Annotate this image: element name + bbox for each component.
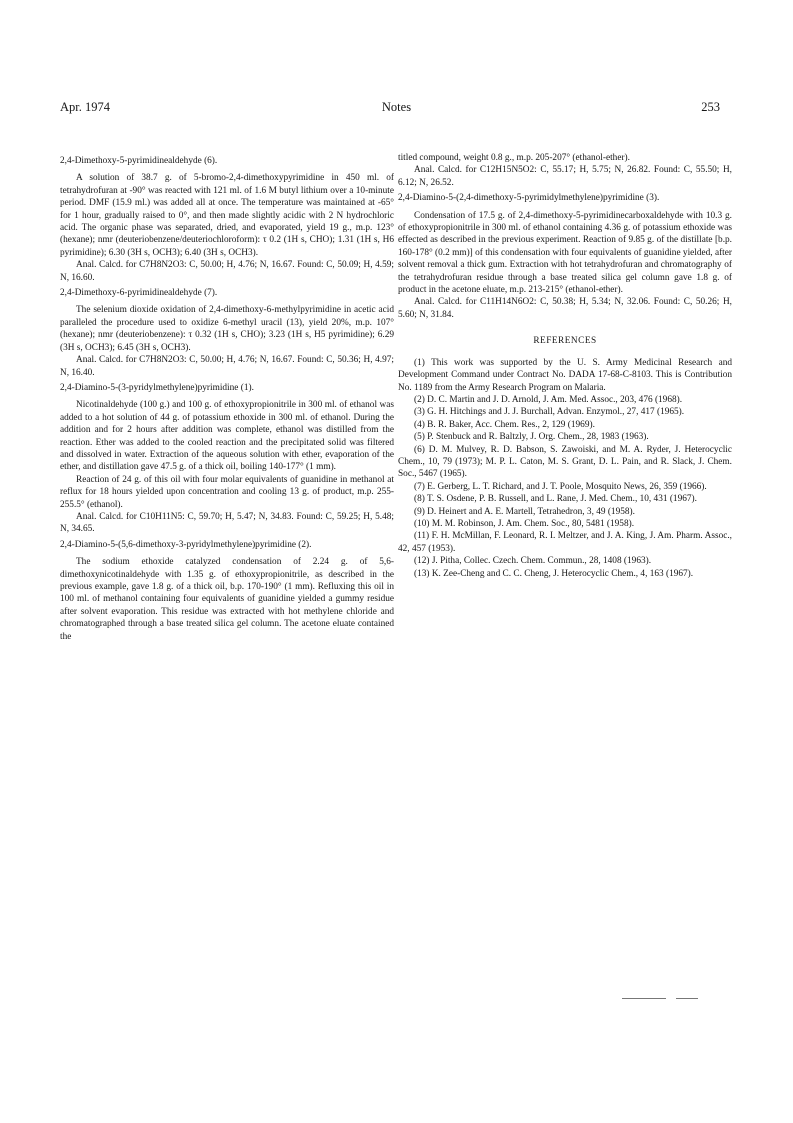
reference-item: (8) T. S. Osdene, P. B. Russell, and L. Rane, J. Med. Chem., 10, 431 (1967). [414, 494, 697, 505]
reference-item: (1) This work was supported by the U. S. Army Medicinal Research and Development Command under Contract No. DADA 17-68-C-8103. This is Contribution No. 1189 from the Army Research Program on Malaria. [398, 357, 732, 393]
paragraph: The selenium dioxide oxidation of 2,4-dimethoxy-6-methylpyrimidine in acetic acid paralleled the procedure used to oxidize 6-methyl uracil (13), yield 20%, m.p. 107° (hexane); nmr (deuteriobenzene): τ 0.32 (1H s, CHO); 3.23 (1H s, H5 pyrimidine); 6.29 (3H s, OCH3); 6.45 (3H s, OCH3). [60, 305, 394, 353]
reference-item: (9) D. Heinert and A. E. Martell, Tetrahedron, 3, 49 (1958). [414, 506, 635, 517]
left-column [60, 152, 394, 643]
paragraph: A solution of 38.7 g. of 5-bromo-2,4-dimethoxypyrimidine in 450 ml. of tetrahydrofuran at -90° was reacted with 121 ml. of 1.6 M butyl lithium over a 10-minute period. DMF (15.9 ml.) was added all at once. The temperature was maintained at -65° for 1 hour, gradually raised to 0°, and then made slightly acidic with 2 N hydrochloric acid. The organic phase was separated, dried, and evaporated, yield 19 g., m.p. 123° (hexane); nmr (deuteriobenzene/deuteriochloroform): τ 0.2 (1H s, CHO); 1.31 (1H s, H6 pyrimidine); 6.30 (3H s, OCH3); 6.40 (3H s, OCH3). [60, 173, 394, 258]
analysis-paragraph: Anal. Calcd. for C11H14N6O2: C, 50.38; H, 5.34; N, 32.06. Found: C, 50.26; H, 5.60; N, 31.84. [398, 297, 732, 320]
references-heading: REFERENCES [533, 336, 597, 347]
paragraph: The sodium ethoxide catalyzed condensation of 2.24 g. of 5,6-dimethoxynicotinaldehyde with 1.35 g. of ethoxypropionitrile, as described in the previous example, gave 1.8 g. of a thick oil, b.p. 170-190° (1 mm). Refluxing this oil in 100 ml. of methanol containing four equivalents of guanidine yielded a gummy residue after solvent evaporation. This residue was extracted with hot methylene chloride and chromatographed through a base treated silica gel column. The acetone eluate contained the [60, 557, 394, 642]
reference-item: (2) D. C. Martin and J. D. Arnold, J. Am. Med. Assoc., 203, 476 (1968). [414, 394, 683, 405]
page-number: 253 [701, 100, 720, 114]
section-heading: 2,4-Diamino-5-(3-pyridylmethylene)pyrimidine (1). [60, 382, 254, 393]
reference-item: (6) D. M. Mulvey, R. D. Babson, S. Zawoiski, and M. A. Ryder, J. Heterocyclic Chem., 10, 79 (1973); M. P. L. Caton, M. S. Grant, D. L. Pain, and R. Slack, J. Chem. Soc., 5467 (1965). [398, 444, 732, 480]
section-heading: 2,4-Diamino-5-(2,4-dimethoxy-5-pyrimidylmethylene)pyrimidine (3). [398, 193, 660, 204]
reference-item: (10) M. M. Robinson, J. Am. Chem. Soc., 80, 5481 (1958). [414, 518, 635, 529]
paragraph: Nicotinaldehyde (100 g.) and 100 g. of ethoxypropionitrile in 300 ml. of ethanol was added to a hot solution of 44 g. of potassium ethoxide in 300 ml. of ethanol. During the addition and for 2 hours after addition was complete, ethanol was distilled from the reaction. Ether was added to the cooled reaction and the precipitated solid was filtered and dissolved in water. Extraction of the aqueous solution with ether, evaporation of the ether, and distillation gave 47.5 g. of a thick oil, boiling 140-177° (1 mm). [60, 400, 394, 473]
reference-item: (3) G. H. Hitchings and J. J. Burchall, Advan. Enzymol., 27, 417 (1965). [414, 407, 685, 418]
reference-item: (4) B. R. Baker, Acc. Chem. Res., 2, 129 (1969). [414, 419, 595, 430]
footer-rule-short [676, 998, 698, 999]
reference-item: (11) F. H. McMillan, F. Leonard, R. I. Meltzer, and J. A. King, J. Am. Pharm. Assoc., 42, 457 (1953). [398, 531, 732, 554]
analysis-paragraph: Anal. Calcd. for C12H15N5O2: C, 55.17; H, 5.75; N, 26.82. Found: C, 55.50; H, 6.12; N, 26.52. [398, 165, 732, 188]
header-date: Apr. 1974 [60, 100, 110, 114]
section-heading: 2,4-Dimethoxy-6-pyrimidinealdehyde (7). [60, 288, 218, 299]
analysis-paragraph: Anal. Calcd. for C7H8N2O3: C, 50.00; H, 4.76; N, 16.67. Found: C, 50.09; H, 4.59; N, 16.60. [60, 260, 394, 283]
right-column [398, 152, 732, 580]
reference-item: (12) J. Pitha, Collec. Czech. Chem. Commun., 28, 1408 (1963). [414, 556, 652, 567]
references-list [398, 357, 732, 580]
analysis-paragraph: Anal. Calcd. for C10H11N5: C, 59.70; H, 5.47; N, 34.83. Found: C, 59.25; H, 5.48; N, 34.65. [60, 511, 394, 535]
paragraph: Reaction of 24 g. of this oil with four molar equivalents of guanidine in methanol at reflux for 18 hours yielded upon concentration and cooling 13 g. of product, m.p. 255-255.5° (ethanol). [60, 474, 394, 510]
section-heading: 2,4-Diamino-5-(5,6-dimethoxy-3-pyridylmethylene)pyrimidine (2). [60, 539, 312, 550]
reference-item: (5) P. Stenbuck and R. Baltzly, J. Org. Chem., 28, 1983 (1963). [414, 432, 649, 443]
analysis-paragraph: Anal. Calcd. for C7H8N2O3: C, 50.00; H, 4.76; N, 16.67. Found: C, 50.36; H, 4.97; N, 16.40. [60, 355, 394, 378]
reference-item: (13) K. Zee-Cheng and C. C. Cheng, J. Heterocyclic Chem., 4, 163 (1967). [414, 568, 694, 579]
header-section: Notes [381, 100, 412, 114]
paragraph: Condensation of 17.5 g. of 2,4-dimethoxy-5-pyrimidinecarboxaldehyde with 10.3 g. of ethoxypropionitrile in 300 ml. of ethanol containing 4.36 g. of potassium ethoxide was effected as described in the previous experiment. Reaction of 9.85 g. of the distillate [b.p. 160-178° (0.2 mm)] of this condensation with four equivalents of guanidine yielded, after solvent removal a thick gum. Extraction with hot tetrahydrofuran and chromatography of the tetrahydrofuran residue through a base treated silica gel column gave 1.8 g. of product in the acetone eluate, m.p. 213-215° (ethanol-ether). [398, 210, 732, 296]
reference-item: (7) E. Gerberg, L. T. Richard, and J. T. Poole, Mosquito News, 26, 359 (1966). [414, 481, 707, 492]
footer-rule [622, 998, 666, 999]
section-heading: 2,4-Dimethoxy-5-pyrimidinealdehyde (6). [60, 156, 218, 166]
paragraph-continuation: titled compound, weight 0.8 g., m.p. 205-207° (ethanol-ether). [398, 153, 630, 163]
